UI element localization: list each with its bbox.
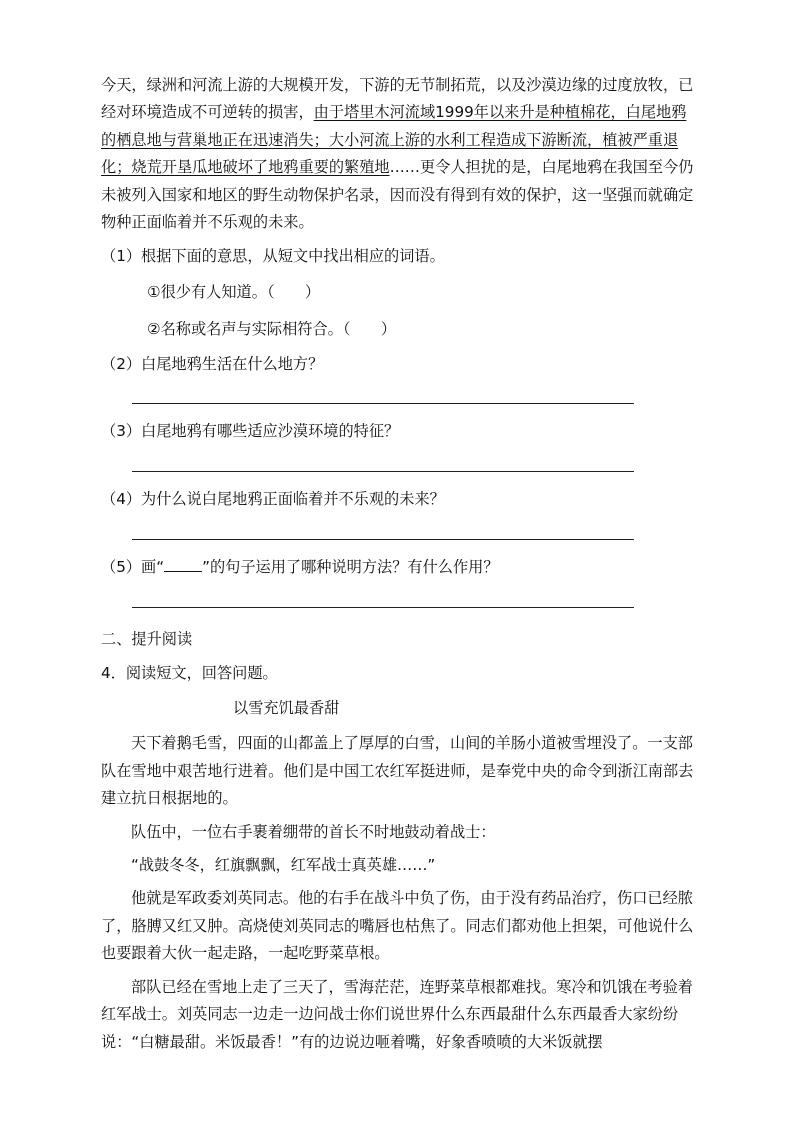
answer-line-5[interactable] xyxy=(132,607,634,608)
section-heading: 二、提升阅读 xyxy=(101,630,193,649)
story-title: 以雪充饥最香甜 xyxy=(233,699,340,718)
question-4: （4）为什么说白尾地鸦正面临着并不乐观的未来？ xyxy=(101,490,445,509)
answer-line-2[interactable] xyxy=(132,403,634,404)
question-5-prefix: （5）画“ xyxy=(101,558,165,577)
question-1-item-b: ②名称或名声与实际相符合。（ ） xyxy=(147,320,397,339)
answer-line-4[interactable] xyxy=(132,539,634,540)
passage-text-after: ……更令人担扰的是，白尾地鸦在我国至今仍未被列入国家和地区的野生动物保护名录，因而没有得到有效的保护，这一坚强而就确定物种正面临着并不乐观的未来。 xyxy=(101,158,694,232)
passage-paragraph xyxy=(101,72,701,236)
story-paragraph: 他就是军政委刘英同志。他的右手在战斗中负了伤，由于没有药品治疗，伤口已经脓了，胳膊又红又肿。高烧使刘英同志的嘴唇也枯焦了。同志们都劝他上担架，可他说什么也要跟着大伙一起走路，一起吃野菜草根。 xyxy=(101,889,694,963)
underline-blank xyxy=(164,557,202,572)
question-1: （1）根据下面的意思，从短文中找出相应的词语。 xyxy=(101,247,445,266)
question-5-suffix: ”的句子运用了哪种说明方法？有什么作用？ xyxy=(202,558,499,577)
answer-line-3[interactable] xyxy=(132,471,634,472)
underlined-sentence: 由于塔里木河流域1999年以来升是种植棉花，白尾地鸦的栖息地与营巢地正在迅速消失；大小河流上游的水利工程造成下游断流，植被严重退化；烧荒开垦瓜地破坏了地鸦重要的繁殖地 xyxy=(101,103,687,177)
story-paragraph: 部队已经在雪地上走了三天了，雪海茫茫，连野菜草根都难找。寒冷和饥饿在考验着红军战士。刘英同志一边走一边问战士你们说世界什么东西最甜什么东西最香大家纷纷说：“白糖最甜。米饭最香！”有的边说边咂着嘴，好象香喷喷的大米饭就摆 xyxy=(101,977,693,1051)
story-paragraph: “战鼓冬冬，红旗飘飘，红军战士真英雄……” xyxy=(131,856,436,875)
story-paragraph: 天下着鹅毛雪，四面的山都盖上了厚厚的白雪，山间的羊肠小道被雪埋没了。一支部队在雪地中艰苦地行进着。他们是中国工农红军挺进师，是奉党中央的命令到浙江南部去建立抗日根据地的。 xyxy=(101,734,694,808)
reading-item-heading: 4．阅读短文，回答问题。 xyxy=(101,664,278,683)
story-paragraph: 队伍中，一位右手裹着绷带的首长不时地鼓动着战士： xyxy=(131,822,496,841)
question-5 xyxy=(101,554,701,581)
question-2: （2）白尾地鸦生活在什么地方？ xyxy=(101,355,324,374)
page-content xyxy=(101,72,701,1056)
passage-text-before: 今天，绿洲和河流上游的大规模开发，下游的无节制拓荒，以及沙漠边缘的过度放牧，已经对环境造成不可逆转的损害， xyxy=(101,76,694,122)
question-3: （3）白尾地鸦有哪些适应沙漠环境的特征？ xyxy=(101,422,400,441)
question-1-item-a: ①很少有人知道。（ ） xyxy=(147,283,321,302)
